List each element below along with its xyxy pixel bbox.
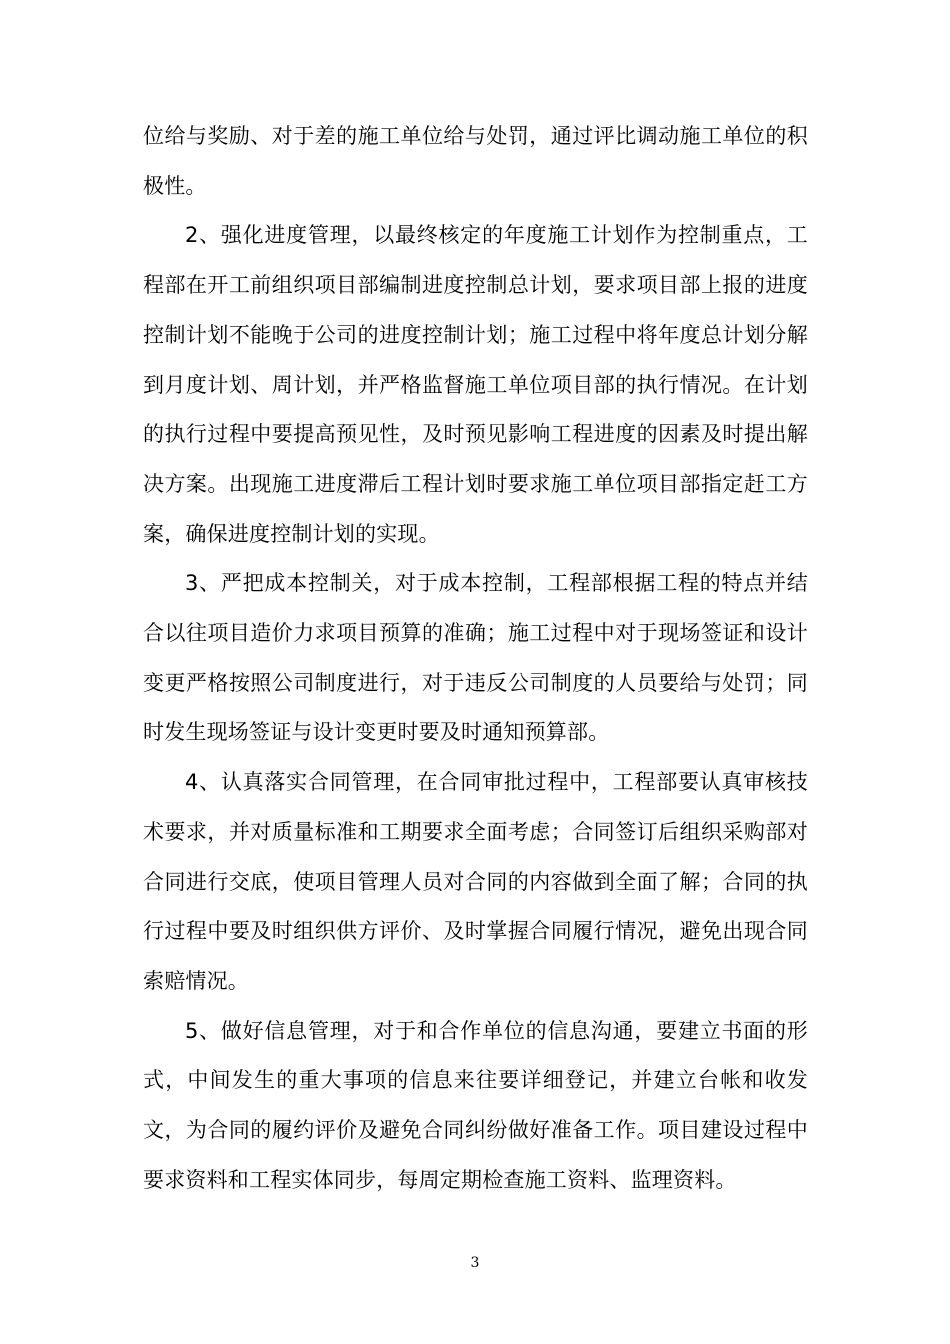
paragraph-progress-management: 2、强化进度管理，以最终核定的年度施工计划作为控制重点，工程部在开工前组织项目部编制进度控制总计划，要求项目部上报的进度控制计划不能晚于公司的进度控制计划；施工过程中将年度总计划分解到月度计划、周计划，并严格监督施工单位项目部的执行情况。在计划的执行过程中要提高预见性，及时预见影响工程进度的因素及时提出解决方案。出现施工进度滞后工程计划时要求施工单位项目部指定赶工方案，确保进度控制计划的实现。	[143, 223, 808, 546]
paragraph-continuation: 位给与奖励、对于差的施工单位给与处罚，通过评比调动施工单位的积极性。	[143, 124, 808, 198]
paragraph-contract-management: 4、认真落实合同管理，在合同审批过程中，工程部要认真审核技术要求，并对质量标准和工期要求全面考虑；合同签订后组织采购部对合同进行交底，使项目管理人员对合同的内容做到全面了解；合同的执行过程中要及时组织供方评价、及时掌握合同履行情况，避免出现合同索赔情况。	[143, 770, 808, 993]
body-text	[143, 112, 808, 1205]
paragraph-information-management: 5、做好信息管理，对于和合作单位的信息沟通，要建立书面的形式，中间发生的重大事项的信息来往要详细登记，并建立台帐和收发文，为合同的履约评价及避免合同纠纷做好准备工作。项目建设过程中要求资料和工程实体同步，每周定期检查施工资料、监理资料。	[143, 1018, 808, 1192]
paragraph-cost-control: 3、严把成本控制关，对于成本控制，工程部根据工程的特点并结合以往项目造价力求项目预算的准确；施工过程中对于现场签证和设计变更严格按照公司制度进行，对于违反公司制度的人员要给与处罚；同时发生现场签证与设计变更时要及时通知预算部。	[143, 571, 808, 745]
page-number: 3	[470, 1255, 480, 1271]
